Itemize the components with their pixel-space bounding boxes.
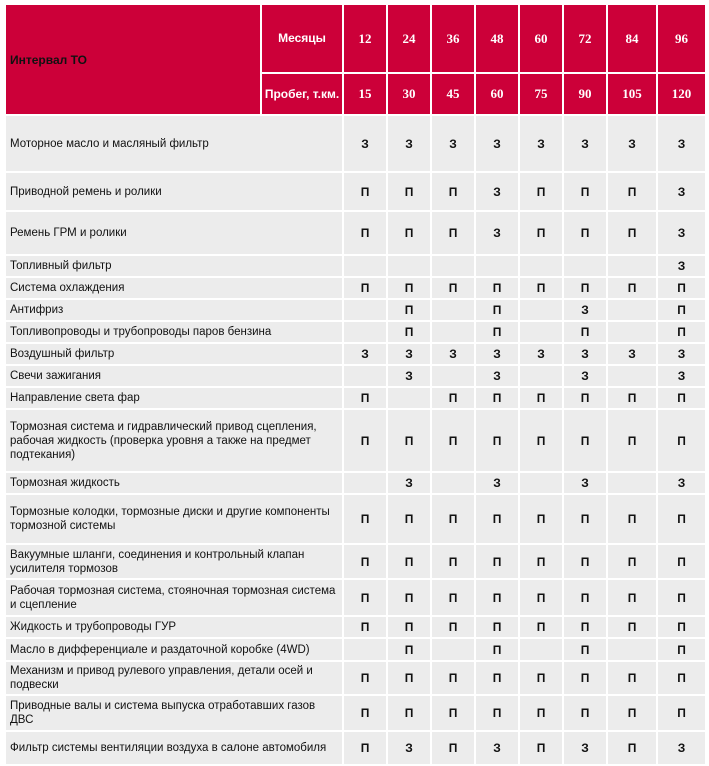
schedule-cell: З	[607, 115, 657, 172]
table-row	[5, 115, 706, 172]
schedule-cell: П	[431, 579, 475, 616]
schedule-cell: П	[475, 638, 519, 661]
schedule-cell: П	[343, 409, 387, 472]
schedule-cell: П	[607, 494, 657, 544]
schedule-cell: П	[607, 616, 657, 638]
maintenance-schedule-table	[4, 3, 707, 766]
schedule-cell: З	[563, 299, 607, 321]
table-row	[5, 365, 706, 387]
row-label: Топливопроводы и трубопроводы паров бензина	[5, 321, 343, 343]
mileage-cell: 105	[607, 73, 657, 115]
schedule-cell: П	[431, 544, 475, 579]
table-row	[5, 616, 706, 638]
schedule-cell: З	[519, 115, 563, 172]
schedule-cell: З	[657, 211, 706, 255]
schedule-cell: З	[563, 472, 607, 494]
schedule-cell: П	[387, 579, 431, 616]
schedule-cell: П	[475, 695, 519, 731]
schedule-cell: З	[387, 365, 431, 387]
schedule-cell	[431, 472, 475, 494]
month-cell: 96	[657, 4, 706, 73]
month-cell: 84	[607, 4, 657, 73]
schedule-cell	[343, 299, 387, 321]
schedule-cell	[519, 255, 563, 277]
schedule-cell: П	[657, 409, 706, 472]
schedule-cell	[607, 365, 657, 387]
schedule-cell: П	[607, 172, 657, 211]
schedule-cell: П	[607, 731, 657, 765]
schedule-cell: П	[475, 277, 519, 299]
schedule-cell: П	[563, 494, 607, 544]
table-row	[5, 661, 706, 695]
schedule-cell: П	[343, 616, 387, 638]
schedule-cell: З	[563, 343, 607, 365]
schedule-cell	[607, 299, 657, 321]
table-row	[5, 321, 706, 343]
schedule-cell: П	[343, 211, 387, 255]
schedule-cell: П	[607, 277, 657, 299]
schedule-cell	[519, 365, 563, 387]
row-label: Направление света фар	[5, 387, 343, 409]
mileage-cell: 120	[657, 73, 706, 115]
row-label: Масло в дифференциале и раздаточной коробке (4WD)	[5, 638, 343, 661]
row-label: Воздушный фильтр	[5, 343, 343, 365]
month-cell: 72	[563, 4, 607, 73]
schedule-cell: П	[387, 695, 431, 731]
schedule-cell: З	[657, 255, 706, 277]
schedule-cell: П	[387, 172, 431, 211]
schedule-cell: З	[657, 365, 706, 387]
table-row	[5, 299, 706, 321]
schedule-cell: П	[387, 321, 431, 343]
schedule-cell: З	[475, 172, 519, 211]
schedule-cell: П	[563, 277, 607, 299]
schedule-cell: П	[475, 661, 519, 695]
schedule-cell: П	[563, 211, 607, 255]
table-row	[5, 544, 706, 579]
schedule-cell: П	[519, 211, 563, 255]
schedule-cell: П	[431, 277, 475, 299]
table-row	[5, 494, 706, 544]
schedule-cell: П	[563, 695, 607, 731]
schedule-cell: П	[607, 387, 657, 409]
schedule-cell	[343, 321, 387, 343]
schedule-cell: З	[387, 343, 431, 365]
schedule-cell	[431, 299, 475, 321]
month-cell: 48	[475, 4, 519, 73]
schedule-cell: П	[475, 579, 519, 616]
schedule-cell	[519, 321, 563, 343]
schedule-cell: П	[387, 638, 431, 661]
table-row	[5, 172, 706, 211]
schedule-cell: З	[657, 115, 706, 172]
schedule-cell: П	[657, 387, 706, 409]
schedule-cell	[563, 255, 607, 277]
schedule-cell	[607, 255, 657, 277]
schedule-cell: П	[563, 387, 607, 409]
schedule-cell: П	[519, 695, 563, 731]
schedule-cell: З	[431, 115, 475, 172]
schedule-cell: З	[563, 115, 607, 172]
schedule-cell: З	[387, 115, 431, 172]
row-label: Приводные валы и система выпуска отработавших газов ДВС	[5, 695, 343, 731]
schedule-cell: П	[431, 387, 475, 409]
schedule-cell: П	[519, 661, 563, 695]
table-row	[5, 277, 706, 299]
schedule-cell: П	[387, 409, 431, 472]
schedule-cell: П	[563, 321, 607, 343]
schedule-cell: П	[387, 544, 431, 579]
schedule-cell: П	[343, 277, 387, 299]
schedule-cell: П	[657, 299, 706, 321]
schedule-cell: П	[519, 731, 563, 765]
row-label: Жидкость и трубопроводы ГУР	[5, 616, 343, 638]
row-label: Приводной ремень и ролики	[5, 172, 343, 211]
schedule-cell: П	[343, 387, 387, 409]
row-label: Моторное масло и масляный фильтр	[5, 115, 343, 172]
row-label: Фильтр системы вентиляции воздуха в салоне автомобиля	[5, 731, 343, 765]
schedule-cell	[343, 638, 387, 661]
schedule-cell: З	[475, 472, 519, 494]
interval-title: Интервал ТО	[5, 4, 261, 115]
schedule-cell: З	[387, 731, 431, 765]
schedule-cell	[343, 365, 387, 387]
table-row	[5, 255, 706, 277]
schedule-cell	[607, 472, 657, 494]
schedule-cell: П	[431, 695, 475, 731]
table-row	[5, 211, 706, 255]
month-cell: 60	[519, 4, 563, 73]
schedule-cell: П	[607, 544, 657, 579]
month-cell: 24	[387, 4, 431, 73]
mileage-cell: 90	[563, 73, 607, 115]
table-row	[5, 731, 706, 765]
schedule-cell	[431, 365, 475, 387]
month-cell: 36	[431, 4, 475, 73]
schedule-cell: П	[657, 616, 706, 638]
row-label: Антифриз	[5, 299, 343, 321]
row-label: Механизм и привод рулевого управления, детали осей и подвески	[5, 661, 343, 695]
row-label: Тормозная жидкость	[5, 472, 343, 494]
schedule-cell: П	[475, 409, 519, 472]
schedule-cell: П	[657, 544, 706, 579]
schedule-cell: П	[475, 387, 519, 409]
schedule-cell: З	[657, 472, 706, 494]
schedule-cell: П	[431, 211, 475, 255]
schedule-cell: З	[657, 343, 706, 365]
schedule-cell	[607, 638, 657, 661]
schedule-cell: П	[387, 277, 431, 299]
mileage-label: Пробег, т.км.	[261, 73, 343, 115]
schedule-cell	[387, 387, 431, 409]
schedule-cell	[519, 472, 563, 494]
schedule-cell: П	[607, 579, 657, 616]
schedule-cell: П	[431, 494, 475, 544]
table-row	[5, 695, 706, 731]
schedule-cell	[343, 255, 387, 277]
mileage-cell: 15	[343, 73, 387, 115]
schedule-cell: П	[563, 638, 607, 661]
schedule-cell: П	[387, 616, 431, 638]
row-label: Топливный фильтр	[5, 255, 343, 277]
table-row	[5, 579, 706, 616]
schedule-cell: П	[475, 299, 519, 321]
schedule-cell: П	[387, 494, 431, 544]
schedule-cell: З	[475, 343, 519, 365]
schedule-cell: П	[563, 579, 607, 616]
schedule-cell: П	[519, 172, 563, 211]
schedule-cell: П	[431, 172, 475, 211]
schedule-cell: З	[657, 731, 706, 765]
schedule-cell: П	[657, 579, 706, 616]
schedule-cell: П	[343, 544, 387, 579]
schedule-cell: З	[475, 731, 519, 765]
schedule-cell: П	[657, 277, 706, 299]
schedule-cell: З	[475, 115, 519, 172]
schedule-cell: П	[563, 544, 607, 579]
schedule-cell: П	[519, 616, 563, 638]
schedule-cell: П	[607, 409, 657, 472]
months-label: Месяцы	[261, 4, 343, 73]
schedule-cell	[475, 255, 519, 277]
schedule-cell: П	[519, 409, 563, 472]
schedule-cell: З	[475, 365, 519, 387]
schedule-cell: З	[431, 343, 475, 365]
table-row	[5, 343, 706, 365]
schedule-cell: П	[475, 321, 519, 343]
schedule-cell: П	[563, 661, 607, 695]
schedule-cell: П	[607, 211, 657, 255]
row-label: Система охлаждения	[5, 277, 343, 299]
schedule-cell: П	[387, 661, 431, 695]
schedule-cell: П	[657, 321, 706, 343]
schedule-cell: П	[475, 616, 519, 638]
schedule-cell	[431, 255, 475, 277]
row-label: Вакуумные шланги, соединения и контрольный клапан усилителя тормозов	[5, 544, 343, 579]
mileage-cell: 75	[519, 73, 563, 115]
schedule-cell: П	[657, 661, 706, 695]
schedule-cell	[431, 321, 475, 343]
table-row	[5, 387, 706, 409]
table-row	[5, 638, 706, 661]
schedule-cell: П	[431, 731, 475, 765]
schedule-cell: П	[387, 211, 431, 255]
schedule-cell	[519, 299, 563, 321]
schedule-cell: З	[387, 472, 431, 494]
schedule-cell: З	[563, 365, 607, 387]
schedule-cell: П	[657, 638, 706, 661]
schedule-cell: З	[563, 731, 607, 765]
schedule-cell: П	[563, 172, 607, 211]
schedule-cell: З	[343, 115, 387, 172]
schedule-cell: П	[657, 494, 706, 544]
schedule-cell	[343, 472, 387, 494]
schedule-cell: З	[343, 343, 387, 365]
schedule-cell: П	[431, 616, 475, 638]
row-label: Свечи зажигания	[5, 365, 343, 387]
schedule-cell: П	[343, 731, 387, 765]
schedule-cell	[519, 638, 563, 661]
schedule-cell: П	[519, 277, 563, 299]
schedule-cell: П	[343, 579, 387, 616]
schedule-cell	[387, 255, 431, 277]
table-row	[5, 409, 706, 472]
schedule-cell: П	[343, 172, 387, 211]
schedule-cell: П	[343, 695, 387, 731]
schedule-cell: П	[563, 616, 607, 638]
month-cell: 12	[343, 4, 387, 73]
schedule-cell	[607, 321, 657, 343]
schedule-cell: З	[519, 343, 563, 365]
schedule-cell: П	[607, 695, 657, 731]
schedule-cell: З	[607, 343, 657, 365]
schedule-cell: П	[343, 494, 387, 544]
header-row-months	[5, 4, 706, 73]
row-label: Рабочая тормозная система, стояночная тормозная система и сцепление	[5, 579, 343, 616]
row-label: Тормозная система и гидравлический привод сцепления, рабочая жидкость (проверка уровня а также на предмет подтекания)	[5, 409, 343, 472]
schedule-cell: П	[519, 544, 563, 579]
schedule-cell: З	[657, 172, 706, 211]
schedule-cell	[431, 638, 475, 661]
mileage-cell: 60	[475, 73, 519, 115]
mileage-cell: 30	[387, 73, 431, 115]
schedule-cell: П	[431, 661, 475, 695]
schedule-cell: П	[519, 494, 563, 544]
schedule-cell: П	[607, 661, 657, 695]
row-label: Тормозные колодки, тормозные диски и другие компоненты тормозной системы	[5, 494, 343, 544]
schedule-cell: З	[475, 211, 519, 255]
schedule-cell: П	[475, 494, 519, 544]
schedule-cell: П	[475, 544, 519, 579]
mileage-cell: 45	[431, 73, 475, 115]
schedule-cell: П	[431, 409, 475, 472]
row-label: Ремень ГРМ и ролики	[5, 211, 343, 255]
schedule-cell: П	[343, 661, 387, 695]
schedule-cell: П	[657, 695, 706, 731]
schedule-cell: П	[519, 579, 563, 616]
table-row	[5, 472, 706, 494]
schedule-cell: П	[519, 387, 563, 409]
schedule-cell: П	[563, 409, 607, 472]
schedule-cell: П	[387, 299, 431, 321]
